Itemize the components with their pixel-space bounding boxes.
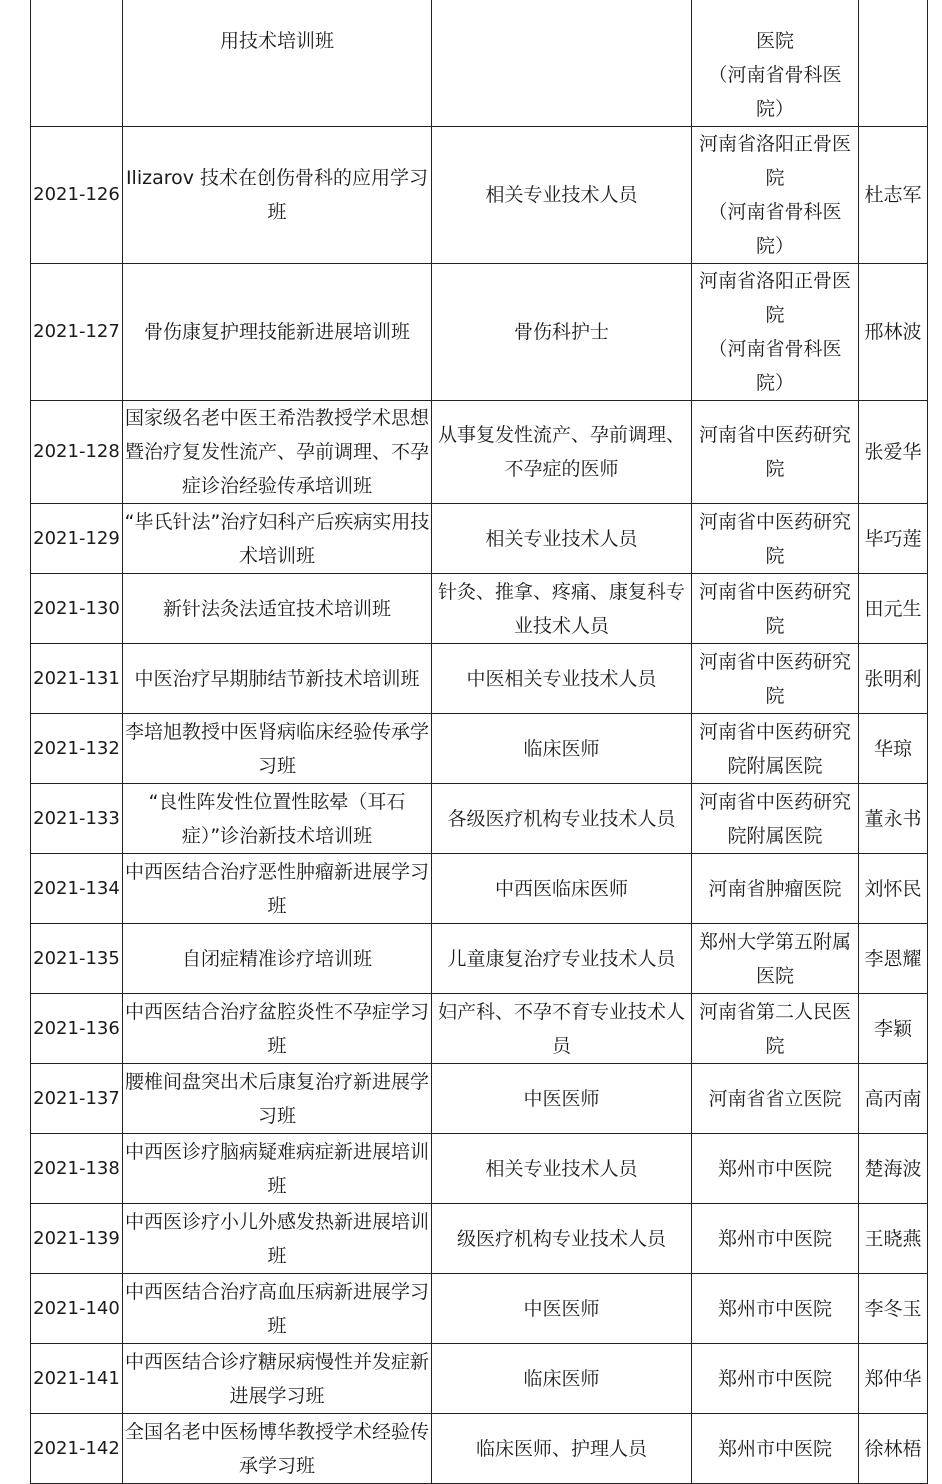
table-row [31,1204,928,1274]
institution-cell: 河南省中医药研究院 [692,401,859,504]
audience-cell: 儿童康复治疗专业技术人员 [432,924,692,994]
table-row [31,924,928,994]
table-row [31,504,928,574]
audience-cell: 中医医师 [432,1064,692,1134]
institution-cell: 河南省第二人民医院 [692,994,859,1064]
leader-cell: 邢林波 [859,264,928,401]
course-number-cell: 2021-135 [31,924,123,994]
course-number-cell: 2021-139 [31,1204,123,1274]
course-number-cell: 2021-141 [31,1344,123,1414]
course-number-cell: 2021-129 [31,504,123,574]
course-name-cell: 腰椎间盘突出术后康复治疗新进展学习班 [123,1064,432,1134]
institution-cell: 河南省洛阳正骨医院 （河南省骨科医院） [692,264,859,401]
table-row [31,1414,928,1484]
table-row [31,1134,928,1204]
institution-cell: 河南省肿瘤医院 [692,854,859,924]
course-name-cell: 中西医诊疗脑病疑难病症新进展培训班 [123,1134,432,1204]
leader-cell: 王晓燕 [859,1204,928,1274]
course-number-cell: 2021-126 [31,127,123,264]
course-name-cell: 中西医结合治疗恶性肿瘤新进展学习班 [123,854,432,924]
leader-cell: 刘怀民 [859,854,928,924]
course-number-cell: 2021-130 [31,574,123,644]
table-row [31,401,928,504]
course-name-cell: 自闭症精准诊疗培训班 [123,924,432,994]
leader-cell: 张明利 [859,644,928,714]
audience-cell: 中医相关专业技术人员 [432,644,692,714]
course-number-cell: 2021-134 [31,854,123,924]
audience-cell: 相关专业技术人员 [432,1134,692,1204]
table-row [31,0,928,127]
audience-cell: 骨伤科护士 [432,264,692,401]
course-number-cell [31,0,123,127]
institution-cell: 河南省中医药研究院附属医院 [692,714,859,784]
leader-cell: 田元生 [859,574,928,644]
course-table [30,0,928,1484]
institution-cell: 郑州市中医院 [692,1274,859,1344]
table-row [31,264,928,401]
course-name-cell: 用技术培训班 [123,0,432,127]
course-name-cell: 全国名老中医杨博华教授学术经验传承学习班 [123,1414,432,1484]
audience-cell: 中医医师 [432,1274,692,1344]
course-number-cell: 2021-140 [31,1274,123,1344]
leader-cell: 李冬玉 [859,1274,928,1344]
audience-cell: 从事复发性流产、孕前调理、不孕症的医师 [432,401,692,504]
course-number-cell: 2021-137 [31,1064,123,1134]
audience-cell: 临床医师 [432,714,692,784]
course-number-cell: 2021-127 [31,264,123,401]
table-row [31,854,928,924]
audience-cell: 相关专业技术人员 [432,504,692,574]
course-name-cell: 中西医诊疗小儿外感发热新进展培训班 [123,1204,432,1274]
institution-cell: 郑州市中医院 [692,1414,859,1484]
audience-cell: 妇产科、不孕不育专业技术人员 [432,994,692,1064]
audience-cell: 临床医师、护理人员 [432,1414,692,1484]
course-name-cell: 中医治疗早期肺结节新技术培训班 [123,644,432,714]
audience-cell: 相关专业技术人员 [432,127,692,264]
course-name-cell: 国家级名老中医王希浩教授学术思想暨治疗复发性流产、孕前调理、不孕症诊治经验传承培训班 [123,401,432,504]
institution-cell: 河南省洛阳正骨医院 （河南省骨科医院） [692,127,859,264]
course-name-cell: 中西医结合诊疗糖尿病慢性并发症新进展学习班 [123,1344,432,1414]
institution-cell: 郑州市中医院 [692,1344,859,1414]
table-row [31,714,928,784]
course-number-cell: 2021-128 [31,401,123,504]
institution-cell: 医院 （河南省骨科医院） [692,0,859,127]
course-name-cell: 中西医结合治疗高血压病新进展学习班 [123,1274,432,1344]
table-body [31,0,928,1484]
leader-cell: 华琼 [859,714,928,784]
course-number-cell: 2021-142 [31,1414,123,1484]
institution-cell: 郑州市中医院 [692,1204,859,1274]
institution-cell: 郑州市中医院 [692,1134,859,1204]
course-number-cell: 2021-136 [31,994,123,1064]
table-row [31,1064,928,1134]
audience-cell: 级医疗机构专业技术人员 [432,1204,692,1274]
leader-cell: 张爱华 [859,401,928,504]
course-name-cell: 李培旭教授中医肾病临床经验传承学习班 [123,714,432,784]
audience-cell: 针灸、推拿、疼痛、康复科专业技术人员 [432,574,692,644]
course-name-cell: Ilizarov 技术在创伤骨科的应用学习班 [123,127,432,264]
course-name-cell: 骨伤康复护理技能新进展培训班 [123,264,432,401]
table-row [31,994,928,1064]
table-row [31,1274,928,1344]
course-name-cell: 中西医结合治疗盆腔炎性不孕症学习班 [123,994,432,1064]
institution-cell: 郑州大学第五附属医院 [692,924,859,994]
course-name-cell: “毕氏针法”治疗妇科产后疾病实用技术培训班 [123,504,432,574]
leader-cell: 高丙南 [859,1064,928,1134]
institution-cell: 河南省中医药研究院 [692,574,859,644]
table-row [31,1344,928,1414]
course-number-cell: 2021-131 [31,644,123,714]
table-row [31,127,928,264]
institution-cell: 河南省中医药研究院 [692,644,859,714]
leader-cell: 徐林梧 [859,1414,928,1484]
leader-cell: 毕巧莲 [859,504,928,574]
leader-cell: 杜志军 [859,127,928,264]
audience-cell: 临床医师 [432,1344,692,1414]
table-row [31,784,928,854]
table-row [31,574,928,644]
course-number-cell: 2021-132 [31,714,123,784]
course-number-cell: 2021-138 [31,1134,123,1204]
leader-cell: 董永书 [859,784,928,854]
audience-cell [432,0,692,127]
course-name-cell: “良性阵发性位置性眩晕（耳石症）”诊治新技术培训班 [123,784,432,854]
audience-cell: 各级医疗机构专业技术人员 [432,784,692,854]
institution-cell: 河南省中医药研究院附属医院 [692,784,859,854]
leader-cell: 李颖 [859,994,928,1064]
leader-cell: 楚海波 [859,1134,928,1204]
table-row [31,644,928,714]
audience-cell: 中西医临床医师 [432,854,692,924]
leader-cell: 李恩耀 [859,924,928,994]
institution-cell: 河南省省立医院 [692,1064,859,1134]
course-name-cell: 新针法灸法适宜技术培训班 [123,574,432,644]
leader-cell [859,0,928,127]
leader-cell: 郑仲华 [859,1344,928,1414]
course-number-cell: 2021-133 [31,784,123,854]
institution-cell: 河南省中医药研究院 [692,504,859,574]
